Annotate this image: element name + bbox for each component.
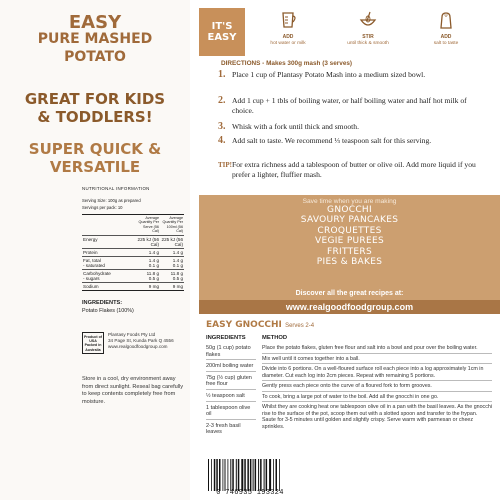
discover-recipes-text: Discover all the great recipes at: — [199, 290, 500, 300]
barcode-bar — [253, 459, 254, 491]
nutrition-row — [82, 257, 184, 270]
ingredients-title: INGREDIENTS: — [82, 300, 123, 306]
barcode-bar — [230, 459, 231, 491]
left-panel — [0, 0, 190, 500]
nutrition-header-cell: Average Quantity Per 100ml (56 Cal) — [162, 216, 183, 234]
barcode-bar — [269, 459, 271, 491]
product-of-usa-badge: Product of USA Packed in Australia — [82, 332, 104, 354]
suggestion-item: FRITTERS — [327, 246, 372, 257]
its-easy-bar — [199, 8, 500, 56]
nutrition-cell: 9 mg — [172, 283, 183, 289]
recipe-suggestions-panel — [199, 195, 500, 290]
nutrition-rows — [82, 236, 184, 290]
headline-easy: EASY — [68, 12, 122, 33]
nutrition-cell: 1.4 g 0.1 g — [172, 257, 183, 268]
gnocchi-method-step: Whilst they are cooking heat one tablespoon olive oil in a pan with the basil leaves. As the gnocchi rise to the surface of the pot, scoop them out with a slotted spoon and transfer to the frypan. Saute for 3-5 minutes until golden and slightly crispy. Serve warm with parmesan or cheez sprinkles. — [262, 404, 492, 430]
headline-great-for-kids: GREAT FOR KIDS — [24, 90, 166, 108]
gnocchi-method-step: Divide into 6 portions. On a well-floured surface roll each piece into a log approximately 1cm in diameter. Cut each log into 2cm pieces. Repeat with remaining 5 portions. — [262, 366, 492, 381]
barcode-bar — [225, 459, 226, 491]
barcode-bar — [219, 459, 221, 491]
barcode-bar — [223, 459, 224, 491]
barcode-bar — [276, 459, 278, 491]
nutrition-cell: Sodium — [83, 283, 99, 289]
nutrition-cell: 1.4 g 0.1 g — [148, 257, 159, 268]
nutrition-row — [82, 283, 184, 290]
easy-step-label: ADD — [440, 34, 452, 40]
its-easy-badge-line2: EASY — [207, 32, 237, 43]
direction-step-number: 4. — [218, 135, 226, 146]
gnocchi-method-step: Gently press each piece onto the curve of a floured fork to form grooves. — [262, 383, 492, 392]
headline-toddlers: & TODDLERS! — [37, 108, 153, 126]
easy-step-add-water — [259, 8, 317, 56]
barcode-bar — [273, 459, 274, 491]
easy-step-add-salt — [417, 8, 475, 56]
barcode-bar — [228, 459, 229, 491]
easy-step-desc: salt to taste — [433, 40, 459, 46]
nutrition-cell: Protein — [83, 249, 98, 255]
barcode-bar — [241, 459, 243, 491]
nutrition-cell: 11.8 g 0.5 g — [170, 270, 183, 281]
nutrition-cell: Carbohydrate - sugars — [83, 270, 111, 281]
suggestion-item: CROQUETTES — [317, 225, 382, 236]
barcode-bar — [258, 459, 259, 491]
direction-step-text: Add 1 cup + 1 tbls of boiling water, or half boiling water and half hot milk of choice. — [232, 96, 467, 115]
easy-step-label: STIR — [362, 34, 374, 40]
suggestion-item: VEGIE PUREES — [315, 236, 384, 247]
nutrition-cell: 225 kJ (56 Cal) — [137, 236, 159, 247]
barcode-bar — [214, 459, 216, 491]
nutrition-cell: Fat, total - saturated — [83, 257, 105, 268]
salt-shaker-icon — [436, 10, 456, 30]
nutrition-row — [82, 249, 184, 257]
barcode-bar — [264, 459, 265, 491]
direction-step-number: 3. — [218, 121, 226, 132]
headline-versatile: VERSATILE — [49, 158, 141, 176]
nutrition-cell: 1.4 g — [172, 249, 183, 255]
directions-section — [218, 60, 493, 179]
nutrition-header-cell: Average Quantity Per Serve (56 Cal) — [138, 216, 159, 234]
tip-text: For extra richness add a tablespoon of butter or olive oil. Add more liquid if you prefer a lighter, fluffier mash. — [232, 160, 476, 179]
barcode-bar — [244, 459, 246, 491]
barcode-bar — [266, 459, 268, 491]
barcode-number: 0 746935 193324 — [216, 489, 284, 497]
headline-potato: POTATO — [64, 49, 126, 65]
its-easy-badge — [199, 8, 245, 56]
ingredients-text: Potato Flakes (100%) — [82, 308, 134, 314]
suggestions-intro: Save time when you are making — [302, 198, 397, 205]
gnocchi-ingredients — [206, 335, 256, 440]
nutrition-cell: 11.8 g 0.5 g — [146, 270, 159, 281]
headline-super-quick: SUPER QUICK & — [28, 140, 162, 158]
easy-gnocchi-title — [206, 320, 314, 330]
nutrition-title: NUTRITIONAL INFORMATION — [82, 186, 150, 191]
gnocchi-ingredient: 1 tablespoon olive oil — [206, 405, 256, 420]
easy-step-desc: until thick & smooth — [347, 40, 389, 46]
easy-step-stir — [339, 8, 397, 56]
barcode-bar — [250, 459, 252, 491]
barcode-bar — [255, 459, 257, 491]
barcode-bar — [279, 459, 280, 491]
barcode-bar — [216, 459, 218, 491]
nutrition-cell: Energy — [83, 236, 98, 242]
tip-label: TIP! — [218, 161, 232, 169]
barcode-bar — [247, 459, 249, 491]
easy-step-desc: hot water or milk — [270, 40, 306, 46]
barcode-bar — [236, 459, 237, 491]
barcode-bar — [238, 459, 240, 491]
nutrition-serving-info — [82, 198, 141, 211]
direction-step-text: Whisk with a fork until thick and smooth. — [232, 122, 359, 131]
direction-step-number: 2. — [218, 95, 226, 106]
suggestion-item: GNOCCHI — [327, 205, 372, 215]
company-name: Plantasy Foods Pty Ltd — [108, 332, 156, 337]
nutrition-header-row — [82, 215, 184, 236]
company-address: 34 Page St, Kunda Park Q 4556 — [108, 338, 174, 344]
measuring-jug-icon — [278, 10, 298, 30]
whisk-bowl-icon — [358, 10, 378, 30]
nutrition-row — [82, 236, 184, 249]
directions-title: DIRECTIONS - Makes 300g mash (3 serves) — [221, 60, 353, 67]
gnocchi-ingredient: 200ml boiling water — [206, 363, 256, 372]
gnocchi-serves: Serves 2-4 — [285, 323, 315, 329]
direction-step-text: Add salt to taste. We recommend ⅓ teaspoon salt for this serving. — [232, 136, 432, 145]
serving-size: Serving Size: 100g as prepared — [82, 198, 141, 203]
barcode-bar — [211, 459, 212, 491]
gnocchi-ingredient: 2-3 fresh basil leaves — [206, 422, 241, 436]
gnocchi-method — [262, 335, 492, 433]
nutrition-cell: 225 kJ (56 Cal) — [161, 236, 183, 247]
gnocchi-ingredient: ½ teaspoon salt — [206, 393, 256, 402]
suggestion-item: SAVOURY PANCAKES — [300, 215, 399, 226]
barcode-bar — [232, 459, 234, 491]
nutrition-cell: 9 mg — [148, 283, 159, 289]
gnocchi-method-step: Place the potato flakes, gluten free flour and salt into a bowl and pour over the boiling water. — [262, 345, 492, 354]
suggestion-item: PIES & BAKES — [316, 257, 383, 268]
recipes-website-url[interactable]: www.realgoodfoodgroup.com — [199, 300, 500, 314]
company-website: www.realgoodfoodgroup.com — [108, 344, 168, 350]
gnocchi-ingredient: 75g (½ cup) gluten free flour — [206, 375, 256, 390]
gnocchi-method-step: To cook, bring a large pot of water to the boil. Add all the gnocchi in one go. — [262, 394, 492, 403]
servings-per-pack: Servings per pack: 10 — [82, 204, 123, 210]
barcode-bar — [208, 459, 209, 491]
its-easy-badge-line1: IT'S — [211, 21, 233, 32]
direction-step-text: Place 1 cup of Plantasy Potato Mash into a medium sized bowl. — [232, 70, 426, 79]
gnocchi-ingredients-heading: INGREDIENTS — [206, 335, 246, 341]
gnocchi-method-heading: METHOD — [262, 335, 288, 341]
company-info — [108, 332, 174, 351]
easy-step-label: ADD — [282, 34, 294, 40]
gnocchi-ingredient: 50g (1 cup) potato flakes — [206, 345, 256, 360]
nutrition-cell: 1.4 g — [148, 249, 159, 255]
nutrition-row — [82, 270, 184, 283]
storage-instructions: Store in a cool, dry environment away from direct sunlight. Reseal bag carefully to keep contents completely free from moisture. — [82, 376, 184, 405]
gnocchi-method-step: Mix well until it comes together into a ball. — [262, 356, 492, 365]
nutrition-table — [82, 214, 184, 291]
direction-step-number: 1. — [218, 69, 226, 80]
gnocchi-title-text: EASY GNOCCHI — [206, 320, 282, 330]
barcode-bar — [260, 459, 262, 491]
headline-pure-mashed: PURE MASHED — [37, 31, 153, 47]
nutrition-header-cell — [82, 215, 136, 235]
